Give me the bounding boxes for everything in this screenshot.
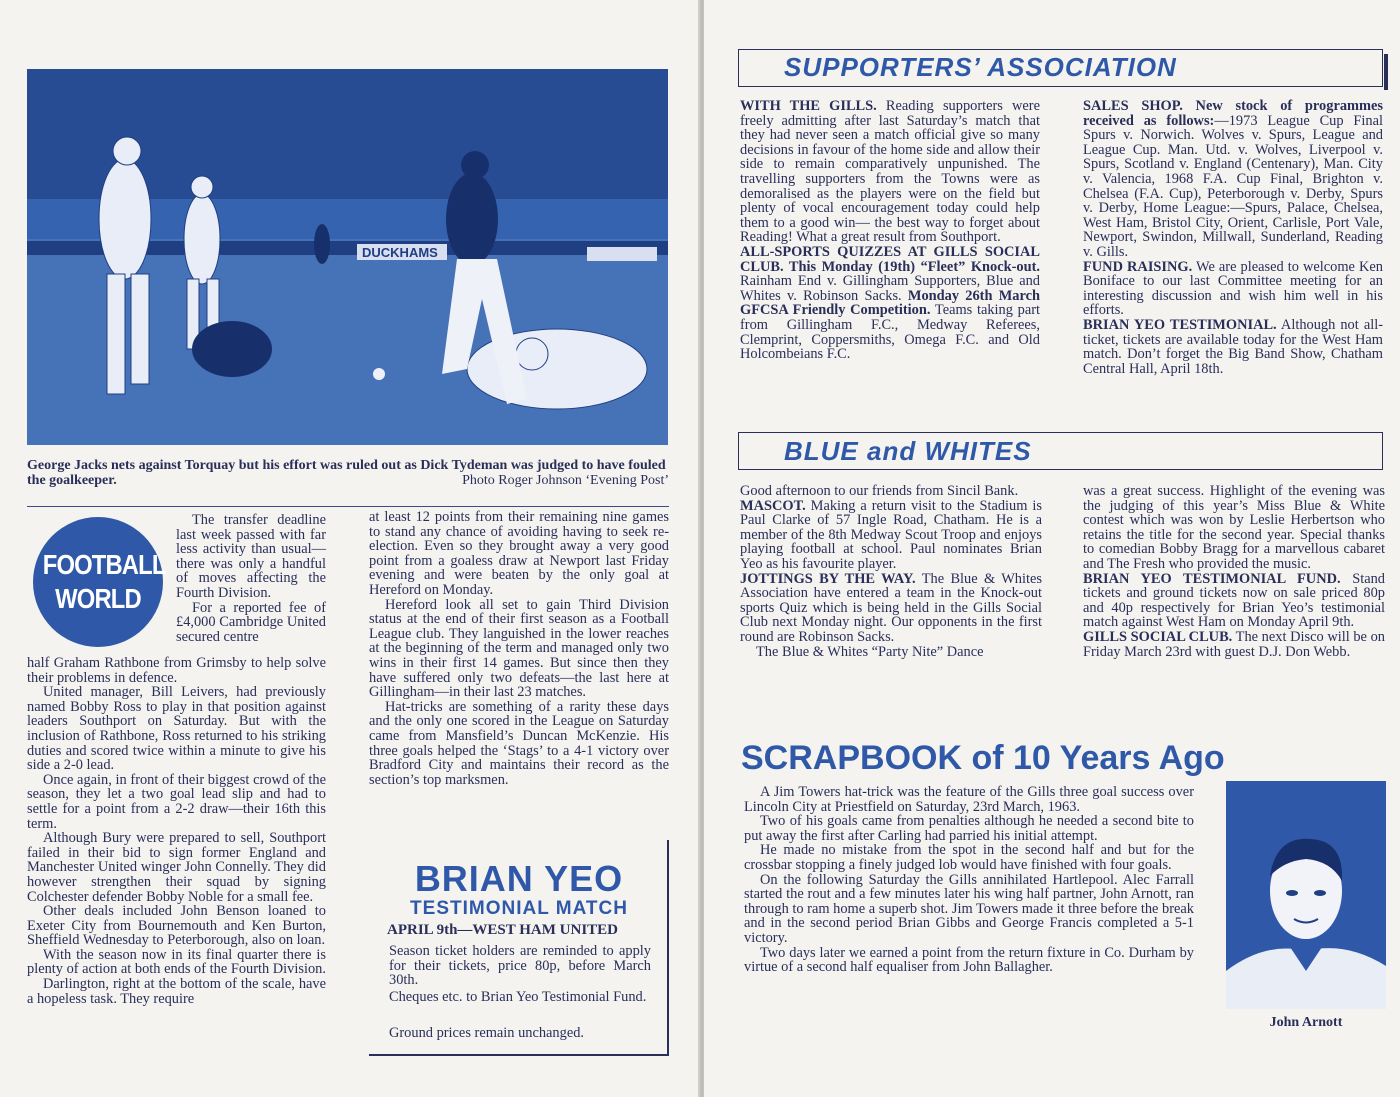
paragraph: A Jim Towers hat-trick was the feature of the Gills three goal success over Lincoln City at Priestfield on Saturday, 23rd March, 1963. [744, 784, 1194, 815]
paragraph: was a great success. Highlight of the evening was the judging of this year’s Miss Blue & White contest which was won by Leslie Herbertson who retains the title for the second year. Special thanks to comedian Bobby Bragg for a marvellous cabaret and The Fresh who provided the music. [1083, 483, 1385, 572]
paragraph [1083, 630, 1385, 659]
subheading: MASCOT. [740, 497, 806, 514]
paragraph [1083, 572, 1385, 630]
body-text: Stand tickets and ground tickets now on sale priced 80p and 40p respectively for Brian Yeo’s testimonial match against West Ham on Monday April 9th. [1083, 570, 1385, 631]
scrapbook-heading: SCRAPBOOK of 10 Years Ago [741, 739, 1225, 777]
advertising-board-text: DUCKHAMS [362, 245, 438, 260]
paragraph: Hat-tricks are something of a rarity these days and the only one scored in the League on Saturday came from Mansfield’s Duncan McKenzie. His three goals helped the ‘Stags’ to a 4-1 victory over Bradford City and maintains their record as the section’s top marksmen. [369, 698, 669, 788]
paragraph: The Blue & Whites “Party Nite” Dance [756, 643, 984, 660]
blue-whites-column-2 [1083, 484, 1385, 659]
paragraph: With the season now in its final quarter there is plenty of action at both ends of the Fourth Division. [27, 946, 326, 978]
john-arnott-caption: John Arnott [1269, 1015, 1343, 1030]
section-heading: SUPPORTERS’ ASSOCIATION [784, 52, 1177, 82]
blue-and-whites-header [738, 432, 1383, 470]
badge-line-2: WORLD [55, 583, 141, 614]
body-text: The Blue & Whites Association have entered a team in the Knock-out sports Quiz which is being held in the Gills Social Club next Monday night. Our opponents in the first round are Robinson Sacks. [740, 570, 1042, 645]
paragraph: Although Bury were prepared to sell, Southport failed in their bid to sign former England and Manchester United winger John Connelly. They did however strengthen their squad by signing Colchester defender Bobby Noble for a small fee. [27, 830, 326, 905]
supporters-association-header [738, 49, 1383, 87]
paragraph: For a reported fee of £4,000 Cambridge United secured centre [176, 599, 326, 645]
photo-credit: Photo Roger Johnson ‘Evening Post’ [462, 473, 669, 488]
paragraph [1083, 99, 1383, 260]
body-text: Teams taking part from Gillingham F.C., Medway Referees, Clemprint, Coppersmiths, Omega F.C. and Old Holcombeians F.C. [740, 302, 1041, 363]
body-text: We are pleased to welcome Ken Boniface to our last Committee meeting for an interesting discussion and wish him well in his efforts. [1083, 258, 1383, 319]
testimonial-date: APRIL 9th—WEST HAM UNITED [387, 922, 619, 938]
photo-caption [27, 458, 669, 488]
paragraph: Once again, in front of their biggest crowd of the season, they let a two goal lead slip and had to settle for a point from a 2-2 draw—their 16th this term. [27, 771, 326, 832]
brian-yeo-testimonial-box [369, 840, 669, 1056]
section-heading: BLUE and WHITES [784, 436, 1032, 466]
testimonial-ground-prices: Ground prices remain unchanged. [389, 1025, 585, 1041]
paragraph: Good afternoon to our friends from Sincil Bank. [740, 483, 1019, 499]
paragraph: Darlington, right at the bottom of the scale, have a hopeless task. They require [27, 976, 326, 1007]
testimonial-subtitle: TESTIMONIAL MATCH [410, 898, 628, 919]
body-text: —1973 League Cup Final Spurs v. Norwich. Wolves v. Spurs, League and League Cup. Man. Utd. v. Wolves, Liverpool v. Spurs, Scotland v. England (Centenary), Man. City v. Valencia, 1968 F.A. Cup Final, Brighton v. Chelsea (F.A. Cup), Peterborough v. Derby, Spurs v. Derby, Home League:—Spurs, Palace, Chelsea, West Ham, Bristol City, Orient, Carlisle, Port Vale, Newport, Swindon, Millwall, Sunderland, Reading v. Gills. [1083, 112, 1383, 260]
paragraph [740, 245, 1040, 362]
photo-caption-text: George Jacks nets against Torquay but his effort was ruled out as Dick Tydeman was judged to have fouled the goalkeeper. [27, 458, 666, 488]
paragraph: at least 12 points from their remaining nine games to stand any chance of avoiding having to seek re-election. Even so they brought away a very good point from a goaless draw at Newport last Friday evening and were beaten by the only goal at Hereford on Monday. [369, 509, 669, 598]
football-world-column-1 [27, 656, 326, 1006]
paragraph: He made no mistake from the spot in the second half and but for the crossbar stopping a finely judged lob would have finished with four goals. [744, 842, 1194, 873]
testimonial-cheques: Cheques etc. to Brian Yeo Testimonial Fund. [389, 989, 647, 1005]
supporters-column-1 [740, 99, 1040, 362]
subheading: GILLS SOCIAL CLUB. [1083, 628, 1233, 645]
blue-whites-column-1 [740, 484, 1042, 659]
subheading: ALL-SPORTS QUIZZES AT GILLS SOCIAL CLUB. This Monday (19th) “Fleet” Knock-out. [740, 243, 1040, 275]
paragraph: Two of his goals came from penalties although he needed a second bite to put away the first after Carling had parried his initial attempt. [744, 813, 1194, 844]
paragraph: half Graham Rathbone from Grimsby to help solve their problems in defence. [27, 655, 326, 686]
subheading: BRIAN YEO TESTIMONIAL. [1083, 316, 1277, 333]
body-text: Although not all-ticket, tickets are available today for the West Ham match. Don’t forget the Big Band Show, Chatham Central Hall, April 18th. [1083, 316, 1383, 377]
football-world-column-2 [369, 510, 669, 787]
paragraph [740, 99, 1040, 245]
paragraph: Hereford look all set to gain Third Division status at the end of their first season as a Football League club. They languished in the lower reaches at the beginning of the term and managed only two wins in their first 14 games. But since then they have suffered only two defeats—the last here at Gillingham—in their last 23 matches. [369, 596, 669, 701]
subheading: FUND RAISING. [1083, 258, 1193, 275]
paragraph: The transfer deadline last week passed with far less activity than usual—there was only a handful of moves affecting the Fourth Division. [176, 512, 326, 601]
testimonial-title: BRIAN YEO [414, 858, 624, 899]
body-text: Making a return visit to the Stadium is Paul Clarke of 57 Ingle Road, Chatham. He is a member of the 8th Medway Scout Troop and enjoys playing football at school. Paul nominates Brian Yeo as his favourite player. [740, 497, 1042, 572]
john-arnott-photo [1226, 781, 1386, 1009]
paragraph [1083, 260, 1383, 318]
supporters-column-2 [1083, 99, 1383, 376]
match-photo [27, 69, 668, 445]
subheading: WITH THE GILLS. [740, 98, 877, 114]
paragraph [740, 499, 1042, 572]
testimonial-season-tickets: Season ticket holders are reminded to apply for their tickets, price 80p, before March 30th. [389, 943, 651, 989]
paragraph: United manager, Bill Leivers, had previously named Bobby Ross to play in that position against leaders Southport on Saturday. But with the inclusion of Rathbone, Ross returned to his striking duties and scored twice within a minute to give his side a 2-0 lead. [27, 684, 326, 774]
subheading: Monday 26th March GFCSA Friendly Competition. [740, 287, 1041, 319]
portrait-illustration [1226, 781, 1386, 1009]
paragraph [1083, 318, 1383, 376]
subheading: SALES SHOP. New stock of programmes received as follows: [1083, 98, 1383, 129]
subheading: BRIAN YEO TESTIMONIAL FUND. [1083, 570, 1341, 587]
paragraph: Two days later we earned a point from the return fixture in Co. Durham by virtue of a second half equaliser from John Ballagher. [744, 944, 1194, 976]
match-photo-illustration [27, 69, 668, 445]
paragraph: On the following Saturday the Gills annihilated Hartlepool. Alec Farrall started the rout and a few minutes later his wing half partner, John Arnott, ran through to ram home a superb shot. Jim Towers made it three before the break and in the second period Brian Gibbs and George Francis completed a 5-1 victory. [744, 871, 1194, 946]
football-world-intro [176, 513, 326, 644]
body-text: Reading supporters were freely admitting after last Saturday’s match that they had never seen a match official give so many decisions in favour of the home side and allow their side to remain comparatively unpunished. The travelling supporters from the Towns were as demoralised as the players were on the field but plenty of vocal encouragement today could help them to a good win— the best way to forget about Reading! What a great result from Southport. [740, 98, 1040, 246]
divider-rule [27, 506, 669, 507]
body-text: The next Disco will be on Friday March 23rd with guest D.J. Don Webb. [1083, 628, 1385, 660]
paragraph: Other deals included John Benson loaned to Exeter City from Bournemouth and Ken Burton, Sheffield Wednesday to Peterborough, also on loan. [27, 903, 326, 949]
paragraph [740, 572, 1042, 645]
football-world-badge [33, 517, 166, 647]
scrapbook-text [744, 785, 1194, 975]
body-text: Rainham End v. Gillingham Supporters, Blue and Whites v. Robinson Sacks. [740, 273, 1040, 304]
badge-line-1: FOOTBALL [42, 549, 166, 580]
subheading: JOTTINGS BY THE WAY. [740, 570, 916, 587]
